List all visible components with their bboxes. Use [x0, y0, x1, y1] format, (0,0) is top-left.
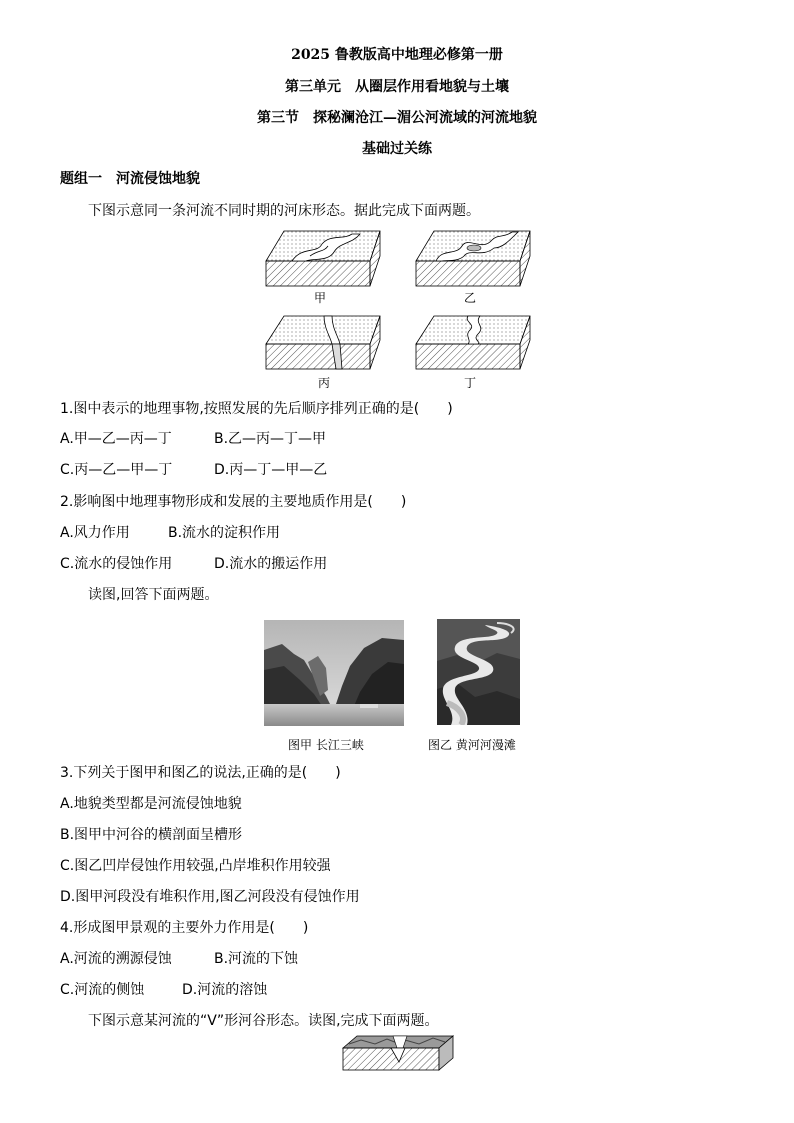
block-bing [266, 316, 380, 369]
q4-option-a: A.河流的溯源侵蚀 [60, 951, 172, 967]
q2-option-d: D.流水的搬运作用 [214, 556, 328, 572]
q1-option-a: A.甲—乙—丙—丁 [60, 431, 172, 447]
label-ding: 丁 [463, 376, 477, 390]
group1-title: 题组一 河流侵蚀地貌 [60, 171, 200, 187]
label-yi: 乙 [463, 291, 477, 305]
q3-option-b: B.图甲中河谷的横剖面呈槽形 [60, 827, 243, 843]
q4-option-d: D.河流的溶蚀 [182, 982, 268, 998]
q4-stem: 4.形成图甲景观的主要外力作用是( ) [60, 920, 309, 936]
label-bing: 丙 [317, 376, 331, 390]
intro-1: 下图示意同一条河流不同时期的河床形态。据此完成下面两题。 [88, 203, 480, 219]
intro-3: 下图示意某河流的“V”形河谷形态。读图,完成下面两题。 [88, 1013, 439, 1029]
block-yi [416, 231, 530, 286]
unit-title: 第三单元 从圈层作用看地貌与土壤 [285, 79, 509, 95]
section-title: 第三节 探秘澜沧江—湄公河流域的河流地貌 [257, 110, 537, 126]
caption-b: 图乙 黄河河漫滩 [428, 738, 516, 752]
q3-option-d: D.图甲河段没有堆积作用,图乙河段没有侵蚀作用 [60, 889, 360, 905]
caption-a: 图甲 长江三峡 [288, 738, 364, 752]
q1-option-b: B.乙—丙—丁—甲 [214, 431, 327, 447]
q3-stem: 3.下列关于图甲和图乙的说法,正确的是( ) [60, 765, 341, 781]
q1-option-c: C.丙—乙—甲—丁 [60, 462, 173, 478]
yellow-river-photo [437, 619, 520, 725]
q4-option-b: B.河流的下蚀 [214, 951, 299, 967]
q3-option-c: C.图乙凹岸侵蚀作用较强,凸岸堆积作用较强 [60, 858, 331, 874]
block-ding [416, 316, 530, 369]
q2-option-c: C.流水的侵蚀作用 [60, 556, 173, 572]
q1-stem: 1.图中表示的地理事物,按照发展的先后顺序排列正确的是( ) [60, 401, 453, 417]
subtitle: 基础过关练 [362, 141, 432, 157]
v-valley-figure [341, 1034, 455, 1074]
block-jia [266, 231, 380, 286]
intro-2: 读图,回答下面两题。 [88, 587, 219, 603]
riverbed-figure [262, 226, 534, 392]
q3-option-a: A.地貌类型都是河流侵蚀地貌 [60, 796, 242, 812]
q4-option-c: C.河流的侧蚀 [60, 982, 145, 998]
q1-option-d: D.丙—丁—甲—乙 [214, 462, 328, 478]
doc-title: 2025 鲁教版高中地理必修第一册 [291, 47, 503, 63]
q2-option-b: B.流水的淀积作用 [168, 525, 281, 541]
three-gorges-photo [264, 620, 404, 726]
label-jia: 甲 [313, 291, 327, 305]
q2-option-a: A.风力作用 [60, 525, 130, 541]
q2-stem: 2.影响图中地理事物形成和发展的主要地质作用是( ) [60, 494, 407, 510]
